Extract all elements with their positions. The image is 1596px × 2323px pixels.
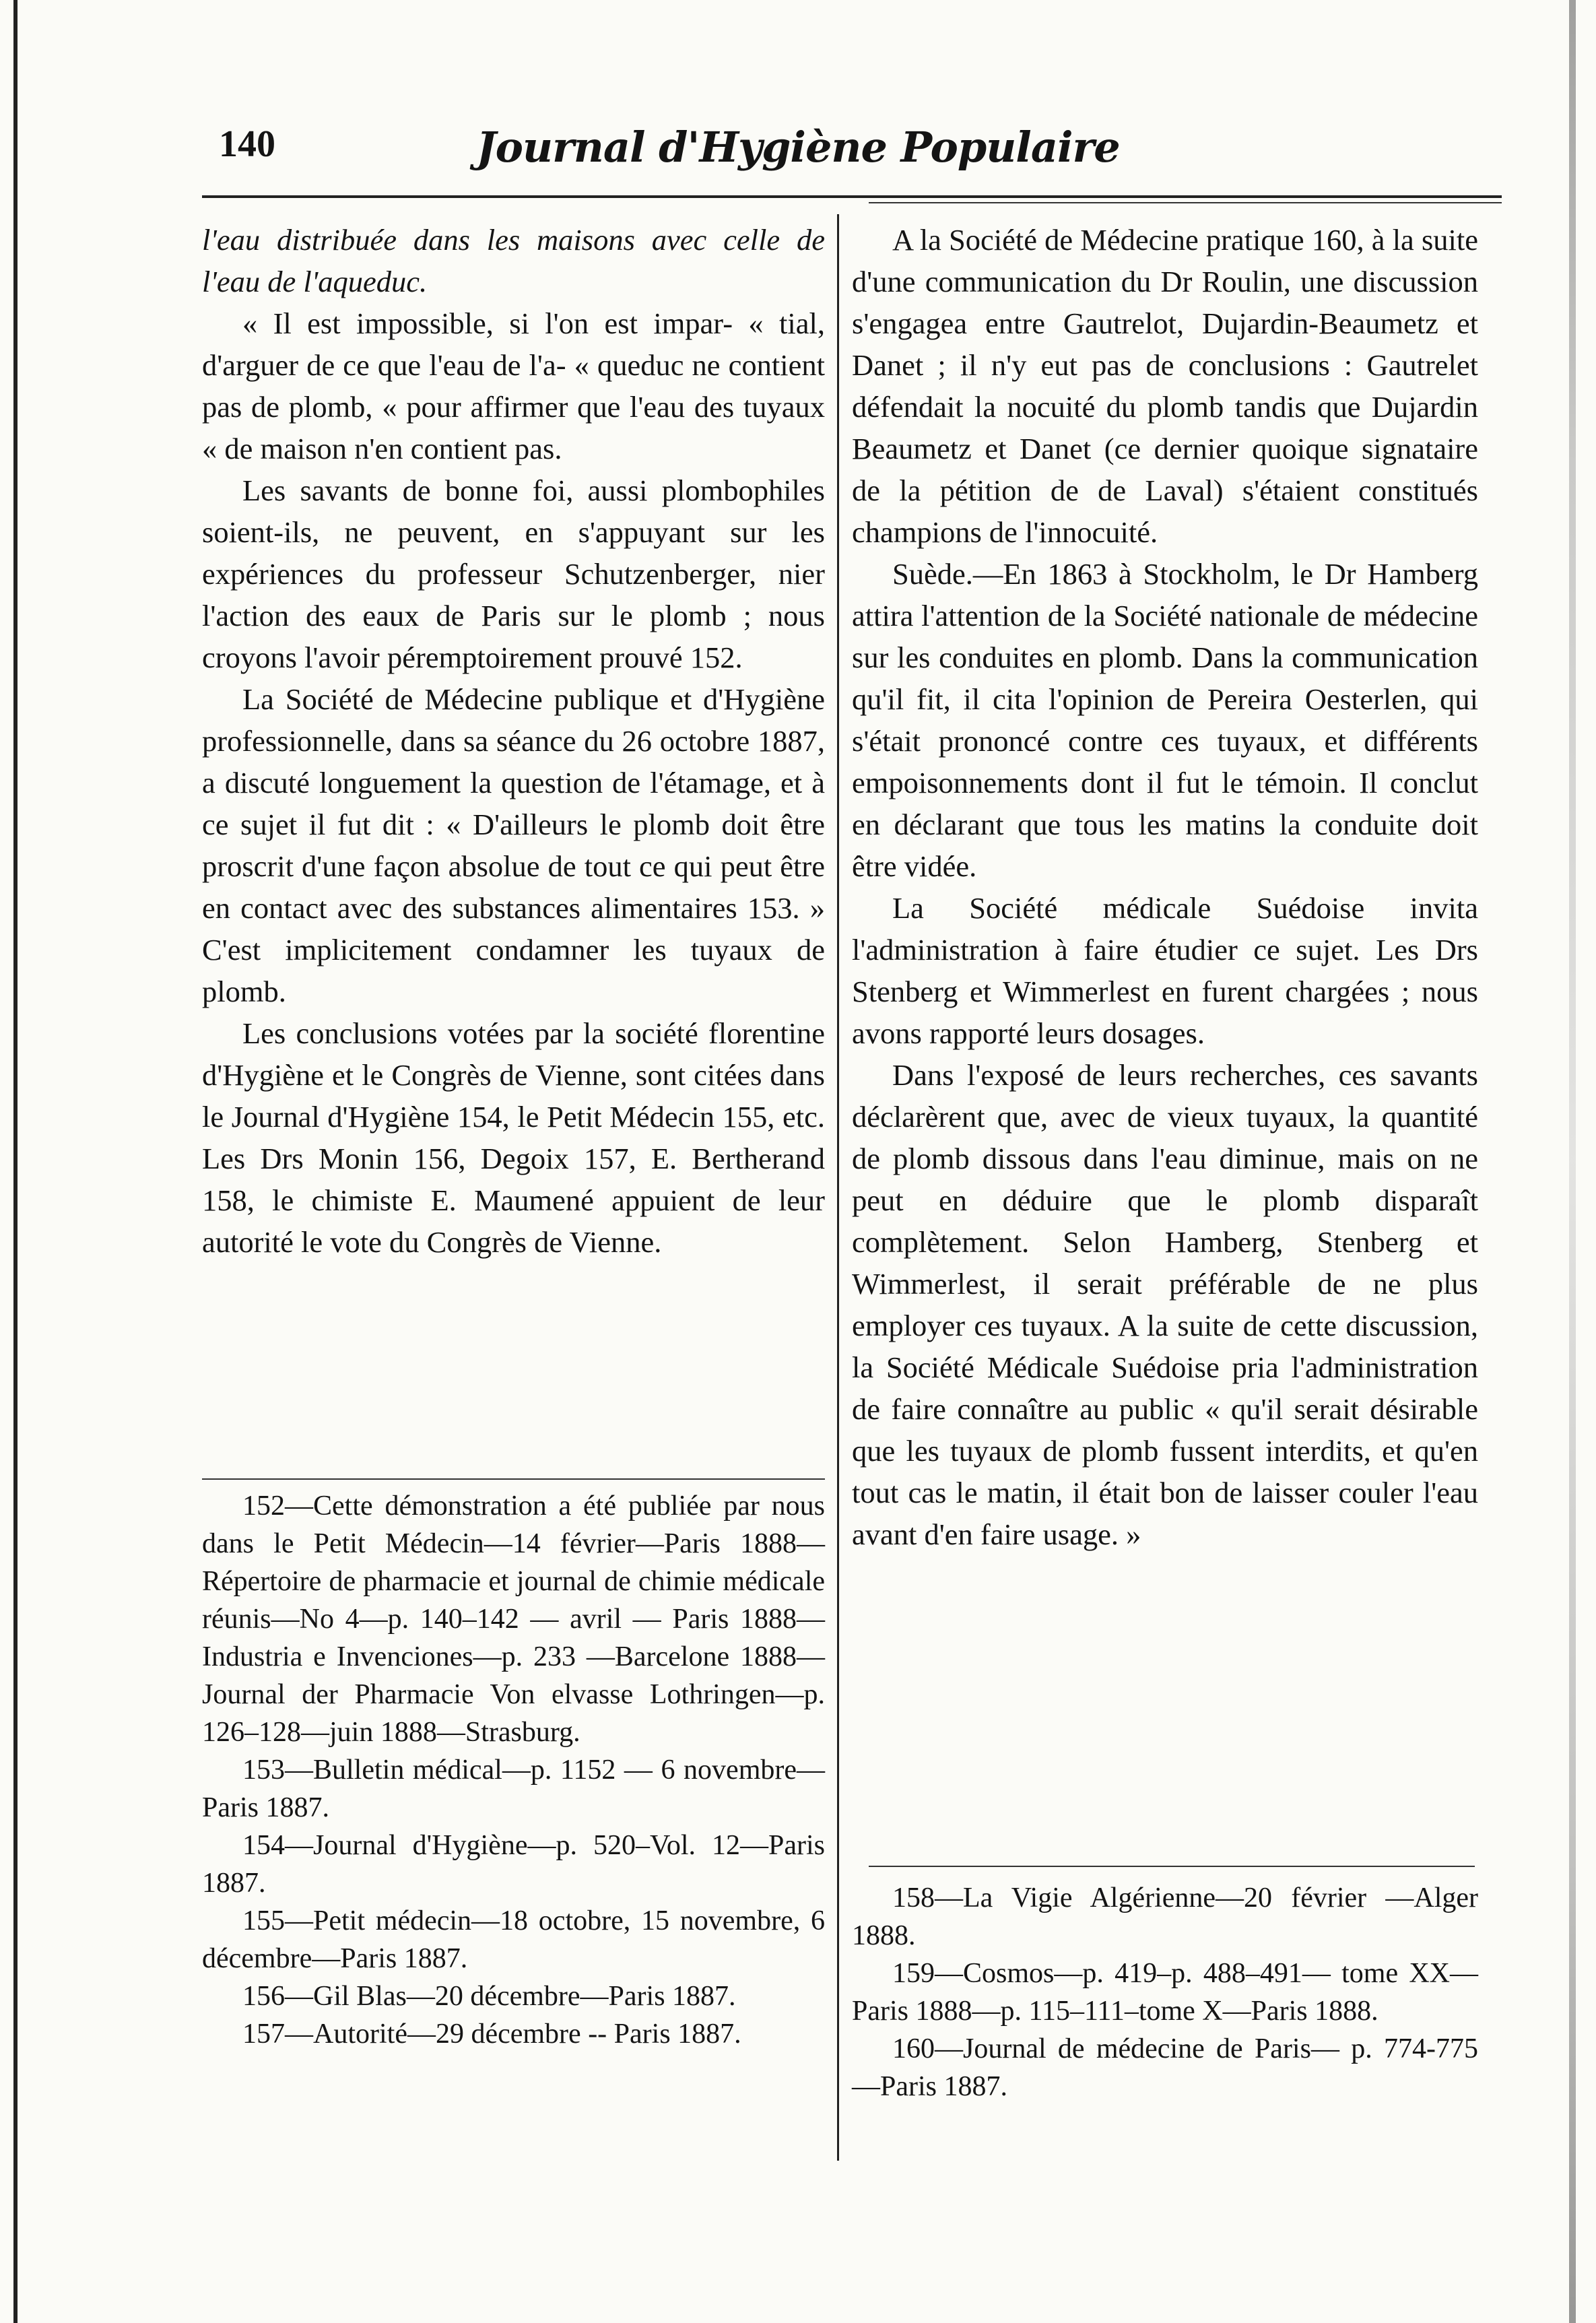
paragraph: l'eau distribuée dans les maisons avec celle de l'eau de l'aqueduc. bbox=[202, 223, 825, 298]
footnote: 156—Gil Blas—20 décembre—Paris 1887. bbox=[242, 1981, 736, 2012]
header-rule bbox=[202, 195, 1502, 198]
paragraph: Suède.—En 1863 à Stockholm, le Dr Hamberg attira l'attention de la Société nationale de médecine sur les conduites en plomb. Dans la communication qu'il fit, il cita l'opinion de Pereira Oesterlen, qui s'était prononcé contre ces tuyaux, et différents empoisonnements dont il fut le témoin. Il conclut en déclarant que tous les matins la conduite doit être vidée. bbox=[852, 557, 1478, 883]
header-rule-thin bbox=[869, 202, 1502, 203]
footnote-rule bbox=[202, 1478, 825, 1480]
paragraph: A la Société de Médecine pratique 160, à la suite d'une communication du Dr Roulin, une discussion s'engagea entre Gautrelot, Dujardin-Beaumetz et Danet ; il n'y eut pas de conclusions : Gautrelet défendait la nocuité du plomb tandis que Dujardin Beaumetz et Danet (ce dernier quoique signataire de la pétition de de Laval) s'étaient constitués champions de l'innocuité. bbox=[852, 223, 1478, 549]
paragraph: La Société de Médecine publique et d'Hygiène professionnelle, dans sa séance du 26 octobre 1887, a discuté longuement la question de l'étamage, et à ce sujet il fut dit : « D'ailleurs le plomb doit être proscrit d'une façon absolue de tout ce qui peut être en contact avec des substances alimentaires 153. » C'est implicitement condamner les tuyaux de plomb. bbox=[202, 682, 825, 1008]
column-divider bbox=[837, 214, 839, 2161]
footnote: 157—Autorité—29 décembre -- Paris 1887. bbox=[242, 2019, 741, 2050]
footnote: 160—Journal de médecine de Paris— p. 774-775—Paris 1887. bbox=[852, 2033, 1478, 2102]
paragraph: La Société médicale Suédoise invita l'administration à faire étudier ce sujet. Les Drs Stenberg et Wimmerlest en furent chargées ; nous avons rapporté leurs dosages. bbox=[852, 891, 1478, 1050]
footnote: 159—Cosmos—p. 419–p. 488–491— tome XX—Paris 1888—p. 115–111–tome X—Paris 1888. bbox=[852, 1958, 1478, 2027]
running-title: Journal d'Hygiène Populaire bbox=[476, 123, 1120, 172]
paragraph: Dans l'exposé de leurs recherches, ces savants déclarèrent que, avec de vieux tuyaux, la quantité de plomb dissous dans l'eau diminue, mais on ne peut en déduire que le plomb disparaît complètement. Selon Hamberg, Stenberg et Wimmerlest, il serait préférable de ne plus employer ces tuyaux. A la suite de cette discussion, la Société Médicale Suédoise pria l'administration de faire connaître au public « qu'il serait désirable que les tuyaux de plomb fussent interdits, et qu'en tout cas le matin, il était bon de laisser couler l'eau avant d'en faire usage. » bbox=[852, 1058, 1478, 1551]
right-footnotes bbox=[852, 1879, 1478, 2105]
footnote: 153—Bulletin médical—p. 1152 — 6 novembre—Paris 1887. bbox=[202, 1755, 825, 1823]
scan-edge-left bbox=[13, 0, 18, 2323]
paragraph: Les savants de bonne foi, aussi plombophiles soient-ils, ne peuvent, en s'appuyant sur les expériences du professeur Schutzenberger, nier l'action des eaux de Paris sur le plomb ; nous croyons l'avoir péremptoirement prouvé 152. bbox=[202, 473, 825, 674]
footnote: 154—Journal d'Hygiène—p. 520–Vol. 12—Paris 1887. bbox=[202, 1830, 825, 1899]
paragraph: Les conclusions votées par la société florentine d'Hygiène et le Congrès de Vienne, sont citées dans le Journal d'Hygiène 154, le Petit Médecin 155, etc. Les Drs Monin 156, Degoix 157, E. Bertherand 158, le chimiste E. Maumené appuient de leur autorité le vote du Congrès de Vienne. bbox=[202, 1016, 825, 1259]
paragraph: « Il est impossible, si l'on est impar- « tial, d'arguer de ce que l'eau de l'a- « queduc ne contient pas de plomb, « pour affirmer que l'eau des tuyaux « de maison n'en contient pas. bbox=[202, 306, 825, 465]
left-footnotes bbox=[202, 1487, 825, 2053]
scan-edge-right bbox=[1569, 0, 1576, 2323]
footnote: 152—Cette démonstration a été publiée par nous dans le Petit Médecin—14 février—Paris 1888—Répertoire de pharmacie et journal de chimie médicale réunis—No 4—p. 140–142 — avril — Paris 1888—Industria e Invenciones—p. 233 —Barcelone 1888—Journal der Pharmacie Von elvasse Lothringen—p. 126–128—juin 1888—Strasburg. bbox=[202, 1491, 825, 1748]
left-column bbox=[202, 219, 825, 1263]
page-number: 140 bbox=[219, 123, 275, 165]
right-column bbox=[852, 219, 1478, 1555]
footnote-rule bbox=[869, 1866, 1475, 1867]
footnote: 155—Petit médecin—18 octobre, 15 novembre, 6 décembre—Paris 1887. bbox=[202, 1905, 825, 1974]
footnote: 158—La Vigie Algérienne—20 février —Alger 1888. bbox=[852, 1883, 1478, 1951]
